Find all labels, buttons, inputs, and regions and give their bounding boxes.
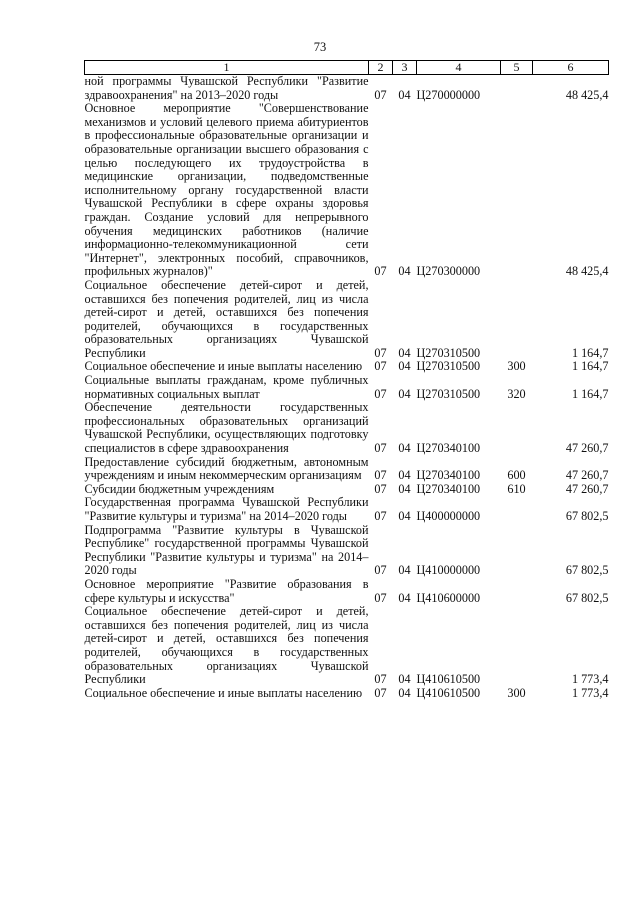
row-expense-type (501, 102, 533, 279)
row-expense-type (501, 401, 533, 455)
row-expense-type (501, 279, 533, 361)
table-row (85, 605, 609, 687)
row-target-code: Ц270340100 (416, 441, 481, 456)
row-subsection: 04 (398, 563, 411, 578)
row-amount: 48 425,4 (565, 87, 609, 102)
row-target-code: Ц270300000 (416, 264, 481, 279)
row-subsection: 04 (398, 441, 411, 456)
table-row (85, 75, 609, 103)
row-expense-type (501, 605, 533, 687)
row-description: Предоставление субсидий бюджетным, автономным учреждениям и иным некоммерческим организациям (84, 454, 369, 483)
row-amount: 1 773,4 (571, 685, 609, 700)
row-amount: 47 260,7 (565, 441, 609, 456)
row-description: Социальное обеспечение детей-сирот и детей, оставшихся без попечения родителей, лиц из числа детей-сирот и детей, оставшихся без попечения родителей, обучающихся в государственных образовательных организациях Чувашской Республики (84, 277, 369, 360)
column-header-5: 5 (501, 61, 533, 75)
row-subsection: 04 (398, 481, 411, 496)
row-target-code: Ц270340100 (416, 481, 481, 496)
row-section: 07 (374, 359, 387, 374)
table-row (85, 456, 609, 483)
table-row (85, 374, 609, 401)
table-row (85, 360, 609, 374)
row-subsection: 04 (398, 345, 411, 360)
row-amount: 1 164,7 (571, 359, 609, 374)
row-amount: 67 802,5 (565, 563, 609, 578)
row-amount: 47 260,7 (565, 481, 609, 496)
row-subsection: 04 (398, 468, 411, 483)
row-target-code: Ц270310500 (416, 386, 481, 401)
row-expense-type: 610 (507, 481, 526, 496)
row-target-code: Ц410600000 (416, 590, 481, 605)
row-description: Социальное обеспечение детей-сирот и детей, оставшихся без попечения родителей, лиц из числа детей-сирот и детей, оставшихся без попечения родителей, обучающихся в государственных образовательных организациях Чувашской Республики (84, 604, 369, 687)
row-expense-type: 320 (507, 386, 526, 401)
table-row (85, 524, 609, 578)
table-row (85, 483, 609, 497)
row-subsection: 04 (398, 87, 411, 102)
row-section: 07 (374, 590, 387, 605)
column-header-3: 3 (393, 61, 417, 75)
row-description: Обеспечение деятельности государственных профессиональных образовательных организаций Чувашской Республики, осуществляющих подготовку специалистов в сфере здравоохранения (84, 400, 369, 456)
row-description: Основное мероприятие "Развитие образования в сфере культуры и искусства" (84, 576, 369, 605)
header-row (85, 61, 609, 75)
row-expense-type: 300 (507, 685, 526, 700)
row-expense-type (501, 524, 533, 578)
row-amount: 67 802,5 (565, 590, 609, 605)
row-expense-type: 600 (507, 468, 526, 483)
row-section: 07 (374, 87, 387, 102)
row-target-code: Ц400000000 (416, 509, 481, 523)
row-description: ной программы Чувашской Республики "Развитие здравоохранения" на 2013–2020 годы (84, 74, 369, 102)
row-target-code: Ц410000000 (416, 563, 481, 578)
row-amount: 1 164,7 (571, 386, 609, 401)
row-target-code: Ц410610500 (416, 685, 481, 700)
row-section: 07 (374, 563, 387, 578)
row-target-code: Ц270340100 (416, 468, 481, 483)
row-expense-type (501, 578, 533, 605)
row-amount: 48 425,4 (565, 264, 609, 279)
row-subsection: 04 (398, 509, 411, 523)
table-row (85, 102, 609, 279)
table-row (85, 279, 609, 361)
row-subsection: 04 (398, 264, 411, 279)
column-header-1: 1 (85, 61, 369, 75)
page-number: 73 (313, 40, 327, 54)
row-description: Государственная программа Чувашской Республики "Развитие культуры и туризма" на 2014–2020 годы (84, 495, 369, 523)
row-expense-type (501, 75, 533, 103)
row-subsection: 04 (398, 590, 411, 605)
column-header-4: 4 (417, 61, 501, 75)
row-target-code: Ц270310500 (416, 345, 481, 360)
row-subsection: 04 (398, 685, 411, 700)
row-section: 07 (374, 468, 387, 483)
row-section: 07 (374, 685, 387, 700)
row-description: Подпрограмма "Развитие культуры в Чувашской Республике" государственной программы Чувашской Республики "Развитие культуры и туризма" на 2014–2020 годы (84, 522, 369, 578)
row-section: 07 (374, 264, 387, 279)
row-expense-type: 300 (507, 359, 526, 374)
table-row (85, 687, 609, 701)
budget-table (84, 60, 609, 700)
row-description: Социальное обеспечение и иные выплаты населению (84, 359, 363, 374)
row-target-code: Ц410610500 (416, 672, 481, 687)
table-body (85, 75, 609, 701)
table-header (85, 61, 609, 75)
row-section: 07 (374, 509, 387, 523)
row-subsection: 04 (398, 672, 411, 687)
row-amount: 47 260,7 (565, 468, 609, 483)
row-section: 07 (374, 386, 387, 401)
table-row (85, 578, 609, 605)
row-amount: 67 802,5 (565, 509, 609, 523)
row-section: 07 (374, 481, 387, 496)
row-description: Субсидии бюджетным учреждениям (84, 481, 275, 496)
row-subsection: 04 (398, 359, 411, 374)
row-amount: 1 773,4 (571, 672, 609, 687)
table-row (85, 496, 609, 523)
row-target-code: Ц270310500 (416, 359, 481, 374)
row-subsection: 04 (398, 386, 411, 401)
column-header-2: 2 (369, 61, 393, 75)
row-target-code: Ц270000000 (416, 87, 481, 102)
column-header-6: 6 (533, 61, 609, 75)
table-row (85, 401, 609, 455)
row-description: Основное мероприятие "Совершенствование механизмов и условий целевого приема абитуриентов в профессиональные образовательные организации и образовательные организации высшего образования с целью последующего их трудоустройства в медицинские организации, подведомственные исполнительному органу государственной власти Чувашской Республики в сфере охраны здоровья граждан. Создание условий для непрерывного обучения медицинских работников (наличие информационно-телекоммуникационной сети "Интернет", электронных пособий, справочников, профильных журналов)" (84, 101, 369, 279)
row-amount: 1 164,7 (571, 345, 609, 360)
row-description: Социальное обеспечение и иные выплаты населению (84, 685, 363, 700)
row-section: 07 (374, 672, 387, 687)
row-expense-type (501, 496, 533, 523)
row-section: 07 (374, 441, 387, 456)
row-section: 07 (374, 345, 387, 360)
row-description: Социальные выплаты гражданам, кроме публичных нормативных социальных выплат (84, 373, 369, 401)
